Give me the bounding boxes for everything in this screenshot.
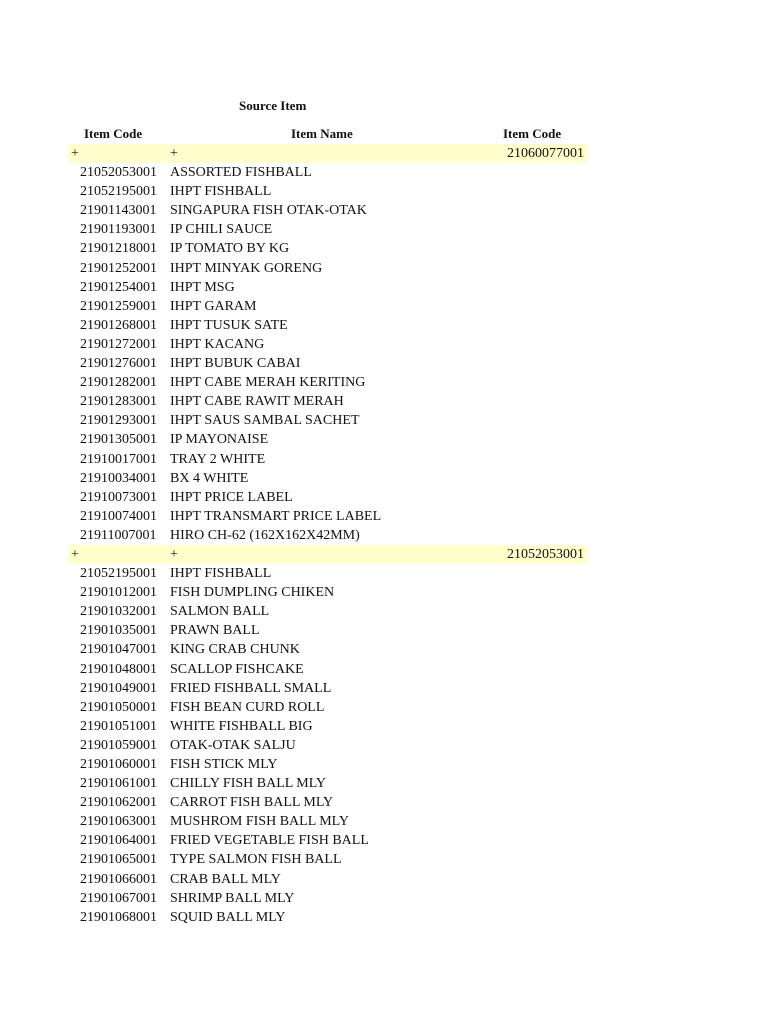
table-row	[68, 717, 588, 736]
table-row	[68, 450, 588, 469]
table-row	[68, 889, 588, 908]
cell-item-code: 21901051001	[80, 718, 157, 734]
cell-item-name: +	[170, 546, 178, 562]
cell-item-code: 21901062001	[80, 795, 157, 811]
header-target-item-code: Item Code	[503, 126, 562, 141]
table-row	[68, 220, 588, 239]
cell-item-name: FISH DUMPLING CHIKEN	[170, 585, 335, 601]
cell-item-name: FRIED FISHBALL SMALL	[170, 680, 332, 696]
cell-item-name: IHPT KACANG	[170, 336, 265, 352]
cell-item-code: 21901268001	[80, 317, 157, 333]
table-row	[68, 793, 588, 812]
cell-item-name: IHPT PRICE LABEL	[170, 489, 293, 505]
cell-item-code: 21901066001	[80, 871, 157, 887]
cell-item-code: 21901012001	[80, 585, 157, 601]
cell-item-code: 21901060001	[80, 757, 157, 772]
cell-item-code: 21911007001	[80, 527, 157, 543]
cell-item-code: 21901068001	[80, 909, 157, 925]
table-row	[68, 430, 588, 449]
cell-item-name: MUSHROM FISH BALL MLY	[170, 814, 349, 830]
table-row	[68, 755, 588, 774]
cell-item-code: 21901259001	[80, 298, 157, 314]
header-item-code: Item Code	[84, 126, 143, 141]
table-row	[68, 774, 588, 793]
cell-item-code: 21901252001	[80, 260, 157, 276]
table-row	[68, 850, 588, 869]
table-row	[68, 679, 588, 698]
table-row	[68, 698, 588, 717]
cell-item-name: SHRIMP BALL MLY	[170, 890, 295, 906]
cell-item-name: IHPT SAUS SAMBAL SACHET	[170, 413, 360, 429]
cell-item-name: SCALLOP FISHCAKE	[170, 661, 304, 677]
cell-item-name: BX 4 WHITE	[170, 470, 249, 486]
cell-item-name: IHPT FISHBALL	[170, 184, 272, 200]
table-row	[68, 640, 588, 659]
cell-item-code: 21901193001	[80, 222, 157, 238]
cell-item-name: IHPT FISHBALL	[170, 566, 272, 582]
cell-target-item-code: 21052053001	[507, 546, 584, 562]
cell-item-name: IP MAYONAISE	[170, 432, 269, 448]
table-row	[68, 488, 588, 507]
cell-item-code: 21901293001	[80, 413, 157, 429]
cell-item-name: HIRO CH-62 (162X162X42MM)	[170, 527, 360, 543]
cell-item-name: PRAWN BALL	[170, 623, 260, 639]
header-item-name: Item Name	[291, 126, 353, 141]
cell-item-code: 21901061001	[80, 776, 157, 792]
table-row	[68, 335, 588, 354]
cell-item-name: IP TOMATO BY KG	[170, 241, 290, 257]
cell-item-code: 21910034001	[80, 470, 157, 486]
cell-item-name: IHPT CABE MERAH KERITING	[170, 375, 366, 391]
cell-item-name: IP CHILI SAUCE	[170, 222, 273, 238]
cell-item-name: ASSORTED FISHBALL	[170, 165, 312, 181]
cell-item-code: 21901048001	[80, 661, 157, 677]
table-row	[68, 660, 588, 679]
cell-item-code: 21052195001	[80, 184, 157, 200]
table-row	[68, 908, 588, 927]
cell-item-name: CARROT FISH BALL MLY	[170, 795, 334, 811]
cell-item-code: 21052195001	[80, 566, 157, 582]
table-row	[68, 812, 588, 831]
cell-item-code: 21901218001	[80, 241, 157, 257]
cell-item-code: 21901272001	[80, 336, 157, 352]
cell-item-code: +	[71, 546, 79, 562]
cell-item-name: IHPT TRANSMART PRICE LABEL	[170, 508, 382, 524]
table-row	[68, 870, 588, 889]
cell-item-code: 21901067001	[80, 890, 157, 906]
table-row	[68, 297, 588, 316]
cell-item-name: OTAK-OTAK SALJU	[170, 737, 296, 753]
table-row	[68, 602, 588, 621]
cell-item-code: 21910074001	[80, 508, 157, 524]
table-body	[68, 144, 588, 927]
cell-item-name: SALMON BALL	[170, 604, 270, 620]
cell-item-name: WHITE FISHBALL BIG	[170, 718, 313, 734]
cell-item-name: TRAY 2 WHITE	[170, 451, 266, 467]
cell-item-name: FRIED VEGETABLE FISH BALL	[170, 833, 369, 849]
table-row	[68, 736, 588, 755]
table-row	[68, 373, 588, 392]
cell-item-code: 21901059001	[80, 737, 157, 753]
cell-item-code: 21901050001	[80, 699, 157, 715]
cell-item-name: SINGAPURA FISH OTAK-OTAK	[170, 203, 367, 219]
cell-item-code: +	[71, 146, 79, 161]
table-row	[68, 316, 588, 335]
cell-item-code: 21901049001	[80, 680, 157, 696]
cell-item-code: 21052053001	[80, 165, 157, 181]
table-row	[68, 469, 588, 488]
table-row	[68, 259, 588, 278]
cell-item-name: IHPT GARAM	[170, 298, 257, 314]
table-row	[68, 621, 588, 640]
table-row	[68, 831, 588, 850]
table-row	[68, 583, 588, 602]
cell-item-code: 21901276001	[80, 356, 157, 372]
group-row	[68, 545, 588, 564]
cell-item-code: 21901032001	[80, 604, 157, 620]
cell-item-code: 21901143001	[80, 203, 157, 219]
cell-item-code: 21910017001	[80, 451, 157, 467]
table-row	[68, 278, 588, 297]
cell-item-name: TYPE SALMON FISH BALL	[170, 852, 342, 868]
table-row	[68, 354, 588, 373]
cell-item-code: 21901063001	[80, 814, 157, 830]
cell-item-code: 21901047001	[80, 642, 157, 658]
cell-item-name: +	[170, 146, 178, 161]
table-row	[68, 411, 588, 430]
cell-item-name: CHILLY FISH BALL MLY	[170, 776, 326, 792]
cell-item-name: IHPT MSG	[170, 279, 235, 295]
cell-item-code: 21901065001	[80, 852, 157, 868]
table-row	[68, 201, 588, 220]
source-item-caption: Source Item	[239, 98, 307, 113]
cell-item-name: FISH STICK MLY	[170, 757, 278, 772]
table-header	[68, 126, 588, 144]
table-row	[68, 564, 588, 583]
table-row	[68, 507, 588, 526]
cell-item-name: KING CRAB CHUNK	[170, 642, 300, 658]
cell-item-code: 21901283001	[80, 394, 157, 410]
cell-item-name: IHPT CABE RAWIT MERAH	[170, 394, 344, 410]
cell-item-name: SQUID BALL MLY	[170, 909, 286, 925]
table-row	[68, 239, 588, 258]
cell-item-code: 21901254001	[80, 279, 157, 295]
table-row	[68, 526, 588, 545]
cell-item-name: IHPT BUBUK CABAI	[170, 356, 301, 372]
table-row	[68, 392, 588, 411]
table-row	[68, 163, 588, 182]
cell-item-code: 21901305001	[80, 432, 157, 448]
table-row	[68, 182, 588, 201]
cell-item-code: 21901282001	[80, 375, 157, 391]
cell-item-name: IHPT MINYAK GORENG	[170, 260, 323, 276]
cell-item-name: IHPT TUSUK SATE	[170, 317, 288, 333]
cell-item-code: 21901035001	[80, 623, 157, 639]
cell-item-name: FISH BEAN CURD ROLL	[170, 699, 325, 715]
cell-item-name: CRAB BALL MLY	[170, 871, 281, 887]
group-row	[68, 144, 588, 163]
cell-target-item-code: 21060077001	[507, 146, 584, 161]
cell-item-code: 21901064001	[80, 833, 157, 849]
cell-item-code: 21910073001	[80, 489, 157, 505]
